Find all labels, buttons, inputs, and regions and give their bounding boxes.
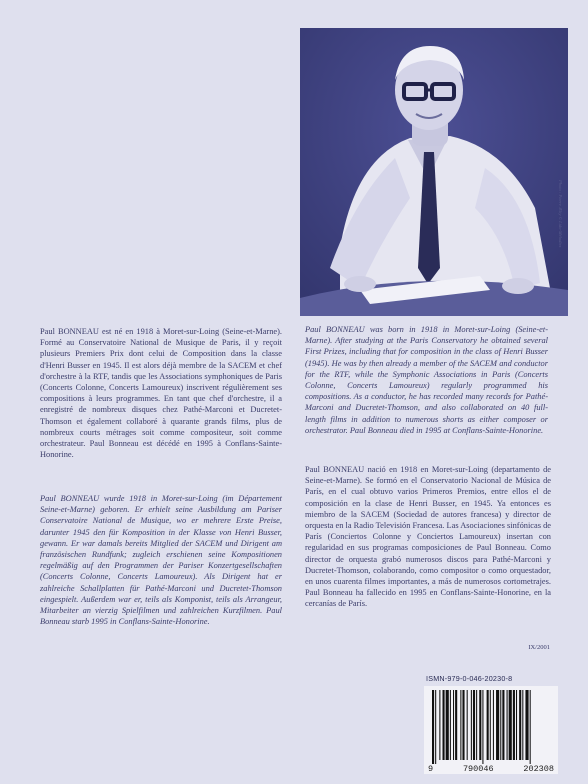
composer-portrait-image bbox=[300, 28, 568, 316]
barcode-bar bbox=[519, 690, 521, 760]
barcode-bar bbox=[513, 690, 515, 760]
barcode-bar bbox=[509, 690, 512, 760]
barcode bbox=[424, 686, 558, 764]
biography-english: Paul BONNEAU was born in 1918 in Moret-sur-Loing (Seine-et-Marne). After studying at the Paris Conservatory he obtained several First Prizes, including that for composition in the class of Henri Busser (1945). He was by then already a member of the SACEM and conductor for the RTF, while the Symphonic Associations in Paris (Concerts Colonne, Concerts Lamoureux) regularly programmed his compositions. As a conductor, he has recorded many records for Pathé-Marconi and Ducretet-Thomson, and also collaborated on 40 full-length films in addition to numerous shorts as either composer or orchestrator. Paul Bonneau died in 1995 at Conflans-Sainte-Honorine. bbox=[305, 325, 548, 435]
barcode-digits-right: 202308 bbox=[523, 764, 554, 774]
barcode-bar bbox=[500, 690, 501, 760]
barcode-bar bbox=[435, 690, 436, 764]
barcode-bar bbox=[460, 690, 461, 760]
photo-credit: Photo : Pierre Ælty © Lido-Mélodies bbox=[558, 180, 563, 248]
barcode-bar bbox=[455, 690, 457, 760]
biography-spanish: Paul BONNEAU nació en 1918 en Moret-sur-Loing (departamento de Seine-et-Marne). Se formó en el Conservatorio Nacional de Música de París, en el cual obtuvo varios Primeros Premios, entre ellos el de composición en la clase de Henri Busser, en 1945. Ya entonces es miembro de la SACEM (Sociedad de autores francesa) y director de orquesta en la Radio Televisión Francesa. Las Asociaciones sinfónicas de París (Conciertos Colonne y Conciertos Lamoureux) insertan con regularidad en sus programas composiciones de Paul Bonneau. Como director de orquesta grabó numerosos discos para Pathé-Marconi y Ducretet-Thomson, colaborando, como compositor o como orquestador, en unos cuarenta filmes importantes, a más de numerosos cortometrajes. Paul Bonneau ha fallecido en 1995 en Conflans-Sainte-Honorine, en la cercanías de París. bbox=[305, 465, 551, 609]
barcode-bar bbox=[473, 690, 475, 760]
barcode-bar bbox=[525, 690, 528, 760]
barcode-bar bbox=[453, 690, 454, 760]
barcode-bar bbox=[476, 690, 477, 760]
barcode-bar bbox=[482, 690, 483, 764]
barcode-bar bbox=[530, 690, 531, 764]
edition-date: IX/2001 bbox=[528, 644, 550, 651]
composer-photo bbox=[300, 28, 568, 316]
ismn-number: ISMN-979-0-046-20230-8 bbox=[426, 674, 513, 683]
biography-french: Paul BONNEAU est né en 1918 à Moret-sur-Loing (Seine-et-Marne). Formé au Conservatoire National de Musique de Paris, il y reçoit plusieurs Premiers Prix dont celui de Composition dans la classe d'Henri Busser en 1945. Il est alors déjà membre de la SACEM et chef d'orchestre à la RTF, tandis que les Associations symphoniques de Paris (Concerts Colonne, Concerts Lamoureux) inscrivent régulièrement ses compositions à leurs programmes. En tant que chef d'orchestre, il a enregistré de nombreux disques chez Pathé-Marconi et Ducretet-Thomson et également collaboré à quarante grands films, plus de nombreux courts métrages soit comme compositeur, soit comme orchestrateur. Paul Bonneau est décédé en 1995 à Conflans-Sainte-Honorine. bbox=[40, 327, 282, 460]
biography-german: Paul BONNEAU wurde 1918 in Moret-sur-Loing (im Département Seine-et-Marne) geboren. Er erhielt seine Ausbildung am Pariser Conservatoire National de Musique, wo er mehrere Erste Preise, darunter 1945 den für Komposition in der Klasse von Henri Busser, gewann. Er war damals bereits Mitglied der SACEM und Dirigent am französischen Rundfunk; zugleich erschienen seine Kompositionen regelmäßig auf den Programmen der Pariser Konzertgesellschaften (Concerts Colonne, Concerts Lamoureux). Als Dirigent hat er zahlreiche Schallplatten für Pathé-Marconi und Ducretet-Thomson eingespielt. Außerdem war er, teils als Komponist, teils als Arrangeur, Mitarbeiter an vierzig Spielfilmen und zahlreichen Kurzfilmen. Paul Bonneau starb 1995 in Conflans-Sainte-Honorine. bbox=[40, 494, 282, 627]
barcode-bar bbox=[496, 690, 499, 760]
barcode-digit-prefix: 9 bbox=[428, 764, 434, 774]
barcode-bar bbox=[522, 690, 523, 760]
barcode-bar bbox=[446, 690, 449, 760]
barcode-bar bbox=[507, 690, 508, 760]
barcode-digits-left: 790046 bbox=[462, 764, 494, 774]
barcode-bar bbox=[493, 690, 494, 760]
barcode-bar bbox=[502, 690, 504, 760]
barcode-bar bbox=[487, 690, 489, 760]
barcode-bar bbox=[462, 690, 464, 760]
barcode-bar bbox=[479, 690, 481, 760]
barcode-bar bbox=[439, 690, 440, 760]
barcode-bar bbox=[443, 690, 445, 760]
barcode-bar bbox=[471, 690, 472, 760]
barcode-bar bbox=[467, 690, 468, 760]
barcode-bar bbox=[490, 690, 491, 760]
barcode-bar bbox=[516, 690, 517, 760]
barcode-bars bbox=[424, 686, 558, 764]
barcode-bar bbox=[432, 690, 434, 764]
barcode-bar bbox=[450, 690, 451, 760]
barcode-digits bbox=[424, 764, 558, 774]
